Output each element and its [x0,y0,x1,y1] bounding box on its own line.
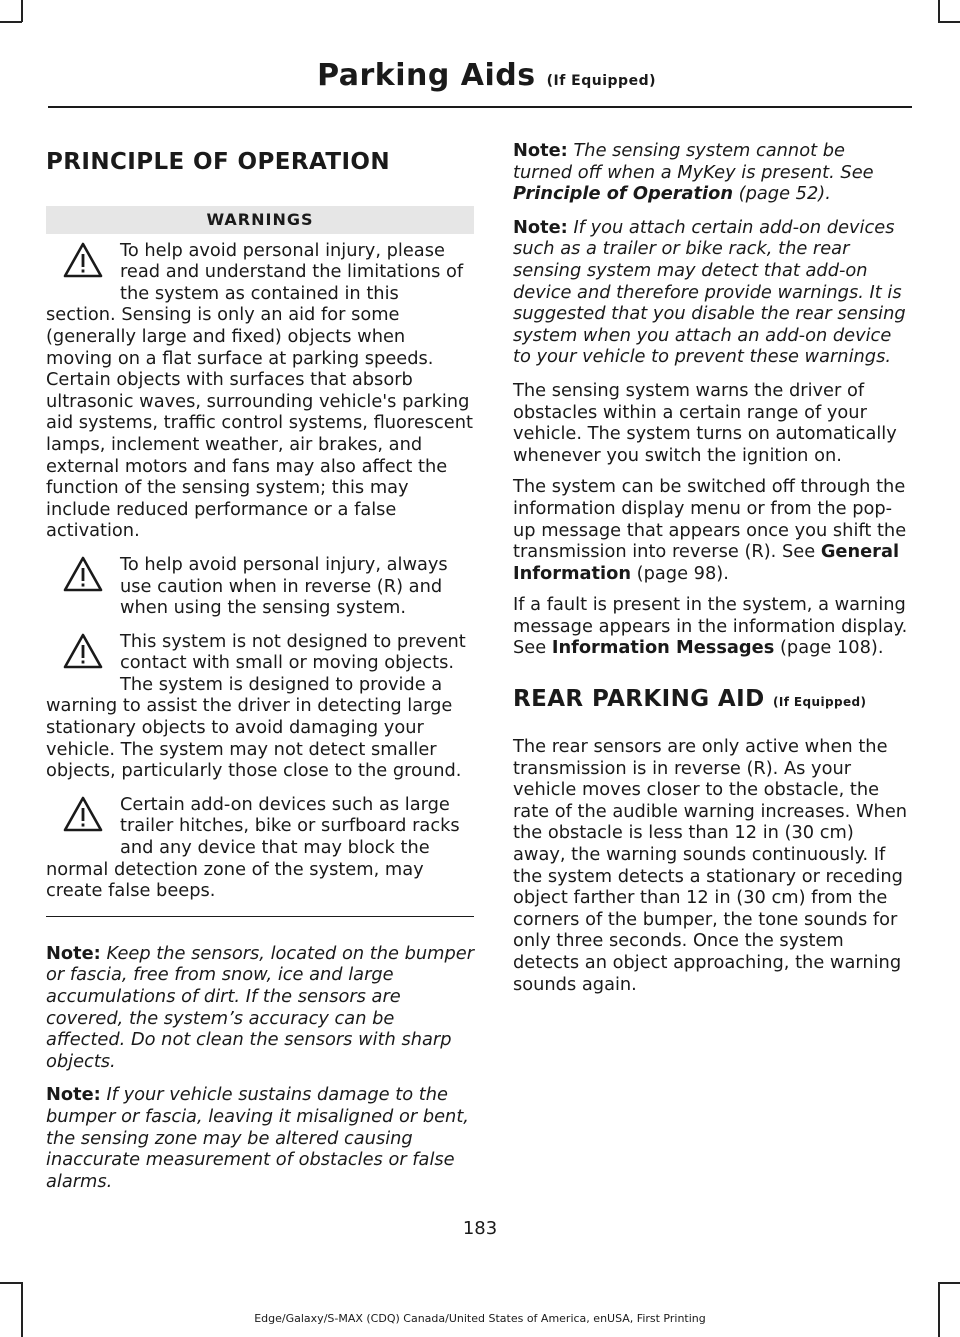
warning-triangle-icon [46,794,120,852]
header-title: Parking Aids [317,58,536,93]
paragraph: The sensing system warns the driver of obstacles within a certain range of your vehicle. The system turns on automatically whenever you switch the ignition on. [513,379,897,466]
crop-mark [938,1282,940,1337]
cross-reference-link[interactable]: Information Messages [551,637,775,659]
footer-text: Edge/Galaxy/S-MAX (CDQ) Canada/United States of America, enUSA, First Printing [254,1312,706,1325]
note-label: Note: [46,1084,101,1106]
left-column [46,140,474,1204]
note-label: Note: [46,942,101,964]
header-rule [48,106,912,108]
warning-text: Certain add-on devices such as large trailer hitches, bike or surfboard racks and any device that may block the normal detection zone of the system, may create false beeps. [46,793,460,902]
paragraph: The rear sensors are only active when the transmission is in reverse (R). As your vehicle moves closer to the obstacle, the rate of the audible warning increases. When the obstacle is less than 12 in (30 cm) away, the warning sounds continuously. If the system detects a stationary or receding object farther than 12 in (30 cm) from the corners of the bumper, the tone sounds for only three seconds. Once the system detects an object approaching, the warning sounds again. [513,736,908,995]
header-qualifier: (If Equipped) [546,73,656,89]
cross-reference-link[interactable]: General Information [513,541,900,584]
paragraph-text: If a fault is present in the system, a warning message appears in the information display. See [513,594,908,659]
section-heading-qualifier: (If Equipped) [772,695,867,710]
page-number: 183 [462,1218,498,1239]
warning-triangle-icon [46,240,120,298]
note-text: Keep the sensors, located on the bumper or fascia, free from snow, ice and large accumulations of dirt. If the sensors are covered, the system’s accuracy can be affected. Do not clean the sensors with sharp objects. [46,942,475,1072]
warning-item [46,794,474,902]
note-label: Note: [513,140,568,161]
cross-reference-link[interactable]: Principle of Operation [513,183,733,205]
paragraph-text: The system can be switched off through the information display menu or from the pop-up message that appears once you shift the transmission into reverse (R). See [513,476,907,563]
paragraph [513,594,909,659]
note [46,943,474,1073]
crop-mark [938,1282,960,1284]
note-label: Note: [513,216,568,238]
crop-mark [938,0,940,22]
running-header [317,58,656,93]
warning-triangle-icon [46,631,120,689]
page-reference: (page 98). [636,562,729,584]
note-text: If your vehicle sustains damage to the bumper or fascia, leaving it misaligned or bent, the sensing zone may be altered causing inaccurate measurement of obstacles or false alarms. [46,1084,469,1192]
right-column [513,140,909,1005]
page-reference: (page 52). [738,183,831,205]
warnings-end-rule [46,916,474,917]
paragraph [513,476,909,584]
warnings-title: WARNINGS [46,206,474,234]
note [513,140,909,205]
note [46,1084,474,1192]
warning-text: To help avoid personal injury, always use caution when in reverse (R) and when using the sensing system. [120,553,448,619]
warning-triangle-icon [46,554,120,612]
crop-mark [0,21,22,23]
crop-mark [0,1282,22,1284]
section-heading-text: REAR PARKING AID [513,686,765,713]
crop-mark [21,0,23,22]
warning-item [46,240,474,542]
warning-text: To help avoid personal injury, please read and understand the limitations of the system as contained in this section. Sensing is only an aid for some (generally large and fixed) objects when moving on a flat surface at parking speeds. Certain objects with surfaces that absorb ultrasonic waves, surrounding vehicle's parking aid systems, traffic control systems, fluorescent lamps, inclement weather, air brakes, and external motors and fans may also affect the function of the sensing system; this may include reduced performance or a false activation. [46,239,473,542]
warning-item [46,631,474,782]
crop-mark [938,21,960,23]
note-text: If you attach certain add-on devices such as a trailer or bike rack, the rear sensing system may detect that add-on device and therefore provide warnings. It is suggested that you disable the rear sensing system when you attach an add-on device to your vehicle to prevent these warnings. [513,216,906,368]
section-heading [513,685,909,716]
note-text: The sensing system cannot be turned off when a MyKey is present. See [513,140,874,183]
warning-text: This system is not designed to prevent contact with small or moving objects. The system is designed to provide a warning to assist the driver in detecting large stationary objects to avoid damaging your vehicle. The system may not detect smaller objects, particularly those close to the ground. [46,630,466,782]
section-heading: PRINCIPLE OF OPERATION [46,149,391,175]
warning-item [46,554,474,619]
note [513,217,909,368]
page-reference: (page 108). [779,637,884,659]
crop-mark [21,1282,23,1337]
